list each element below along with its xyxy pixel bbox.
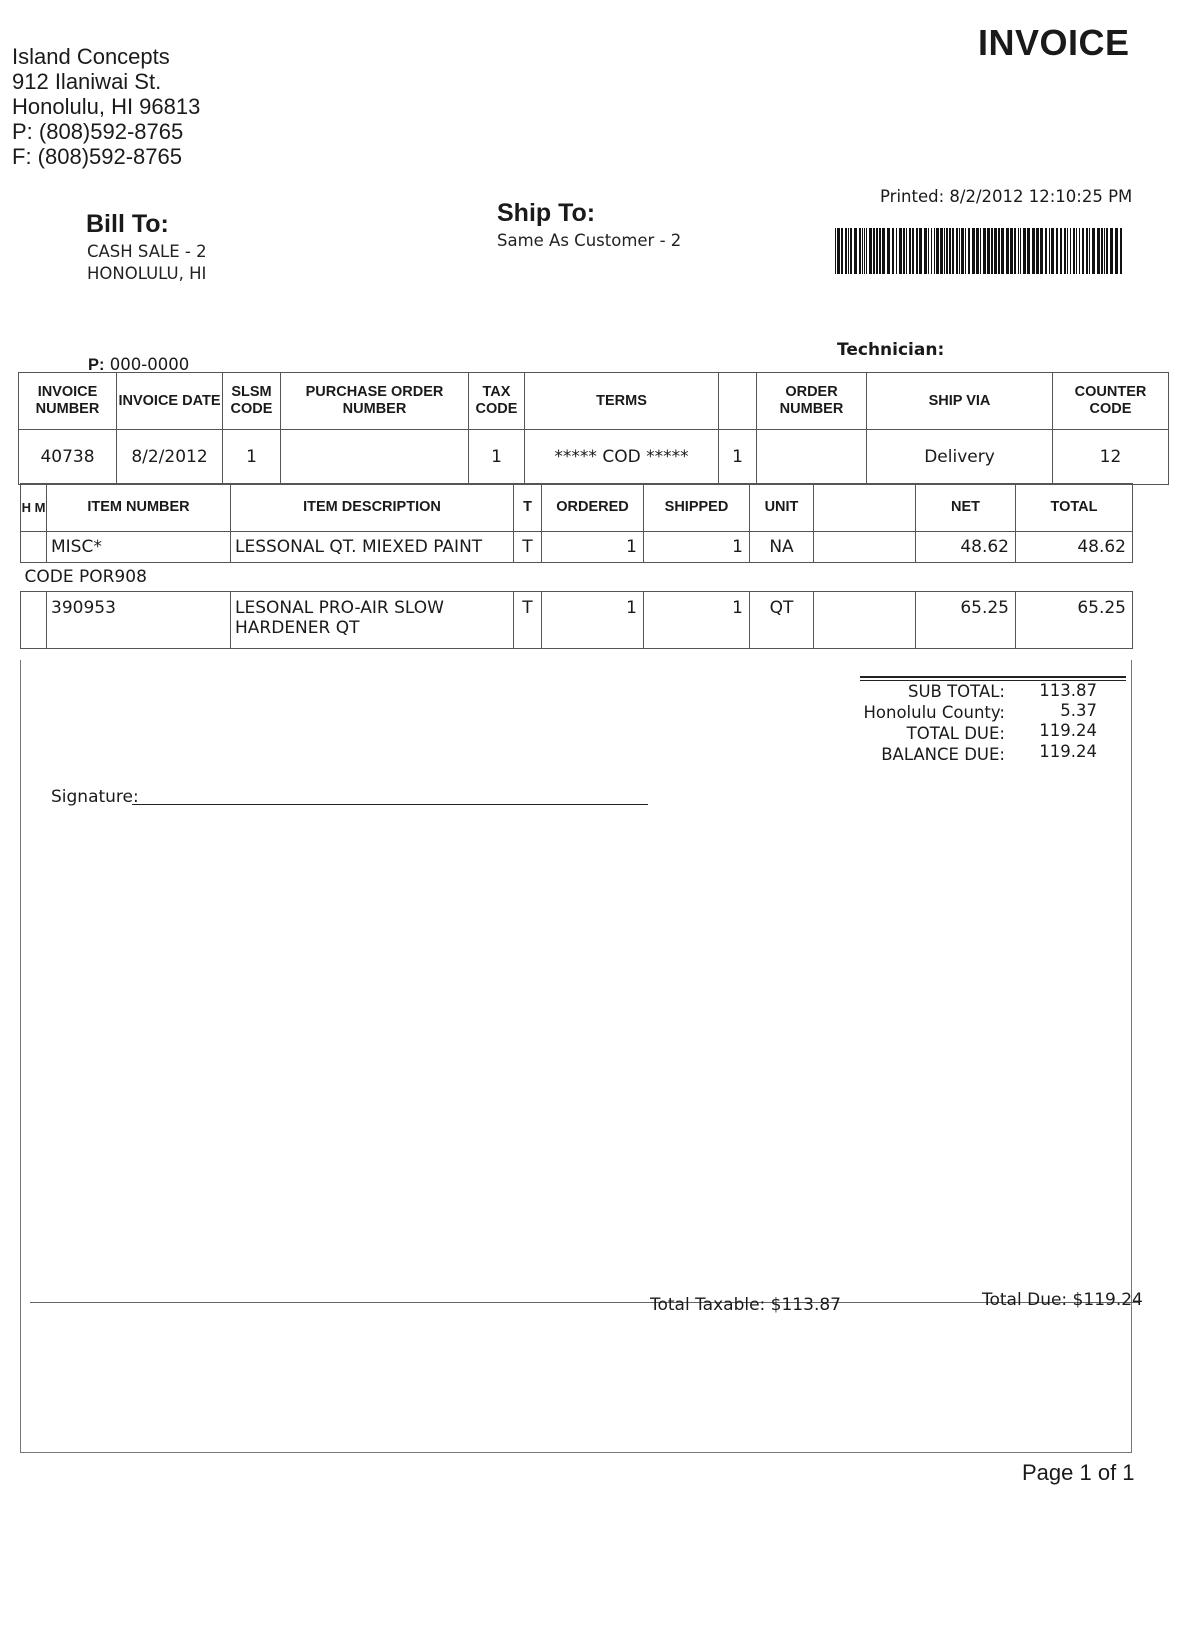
balance-due-value: 119.24 <box>1039 742 1097 761</box>
row1-description: LESSONAL QT. MIEXED PAINT <box>231 532 514 563</box>
technician-label: Technician: <box>837 340 945 360</box>
col-terms: TERMS <box>525 373 719 430</box>
company-info <box>12 44 200 169</box>
row1-blank <box>814 532 916 563</box>
row1-hm <box>21 532 47 563</box>
barcode <box>835 228 1125 274</box>
terms: ***** COD ***** <box>525 430 719 485</box>
total-due-label: TOTAL DUE: <box>906 724 1005 743</box>
total-due-value: 119.24 <box>1039 721 1097 740</box>
table-row <box>21 592 1133 649</box>
bill-to-line2: HONOLULU, HI <box>87 264 207 283</box>
purchase-order-number <box>281 430 469 485</box>
code-line: CODE POR908 <box>21 563 1133 592</box>
customer-phone-label: P: <box>88 356 105 374</box>
footer-total-due: Total Due: $119.24 <box>982 1290 1143 1310</box>
company-address: 912 Ilaniwai St. <box>12 69 162 94</box>
bill-to-heading: Bill To: <box>86 210 169 238</box>
header-table-columns <box>19 373 1169 430</box>
blank-value: 1 <box>719 430 757 485</box>
bill-to-line1: CASH SALE - 2 <box>87 242 207 261</box>
ship-to-line1: Same As Customer - 2 <box>497 231 682 250</box>
col-blank <box>719 373 757 430</box>
row2-blank <box>814 592 916 649</box>
row1-item-number: MISC* <box>47 532 231 563</box>
col-counter-code: COUNTER CODE <box>1053 373 1169 430</box>
row1-unit: NA <box>750 532 814 563</box>
col-shipped: SHIPPED <box>644 484 750 532</box>
ship-to-heading: Ship To: <box>497 199 596 227</box>
page-number: Page 1 of 1 <box>1022 1460 1135 1485</box>
company-city: Honolulu, HI 96813 <box>12 94 201 119</box>
row2-hm <box>21 592 47 649</box>
counter-code: 12 <box>1053 430 1169 485</box>
header-table-values <box>19 430 1169 485</box>
col-purchase-order-number: PURCHASE ORDER NUMBER <box>281 373 469 430</box>
row2-total: 65.25 <box>1016 592 1133 649</box>
items-table-columns <box>21 484 1133 532</box>
row1-total: 48.62 <box>1016 532 1133 563</box>
sub-total-label: SUB TOTAL: <box>907 682 1005 701</box>
col-ordered: ORDERED <box>542 484 644 532</box>
col-invoice-number: INVOICE NUMBER <box>19 373 117 430</box>
col-total: TOTAL <box>1016 484 1133 532</box>
order-number <box>757 430 867 485</box>
row2-net: 65.25 <box>916 592 1016 649</box>
row2-shipped: 1 <box>644 592 750 649</box>
body-frame <box>20 660 1132 1453</box>
printed-timestamp: Printed: 8/2/2012 12:10:25 PM <box>880 187 1133 206</box>
slsm-code: 1 <box>223 430 281 485</box>
table-row <box>21 532 1133 563</box>
col-ship-via: SHIP VIA <box>867 373 1053 430</box>
footer-total-taxable: Total Taxable: $113.87 <box>650 1295 841 1315</box>
company-phone: P: (808)592-8765 <box>12 119 184 144</box>
col-order-number: ORDER NUMBER <box>757 373 867 430</box>
signature-line <box>132 804 648 805</box>
document-title: INVOICE <box>978 22 1130 63</box>
col-invoice-date: INVOICE DATE <box>117 373 223 430</box>
invoice-date: 8/2/2012 <box>117 430 223 485</box>
col-tax-code: TAX CODE <box>469 373 525 430</box>
col-slsm-code: SLSM CODE <box>223 373 281 430</box>
row1-net: 48.62 <box>916 532 1016 563</box>
totals-rule <box>860 676 1126 678</box>
col-blank2 <box>814 484 916 532</box>
row2-t: T <box>514 592 542 649</box>
row2-description: LESONAL PRO-AIR SLOW HARDENER QT <box>231 592 514 649</box>
ship-via: Delivery <box>867 430 1053 485</box>
col-t: T <box>514 484 542 532</box>
sub-total-value: 113.87 <box>1039 681 1097 700</box>
code-line-row <box>21 563 1133 592</box>
col-net: NET <box>916 484 1016 532</box>
county-tax-label: Honolulu County: <box>863 703 1005 722</box>
footer-divider <box>30 1302 1140 1303</box>
items-table <box>20 483 1133 649</box>
col-hm: H M <box>21 484 47 532</box>
row1-ordered: 1 <box>542 532 644 563</box>
invoice-header-table <box>18 372 1169 485</box>
invoice-number: 40738 <box>19 430 117 485</box>
row1-t: T <box>514 532 542 563</box>
col-item-number: ITEM NUMBER <box>47 484 231 532</box>
row2-unit: QT <box>750 592 814 649</box>
county-tax-value: 5.37 <box>1060 701 1097 720</box>
balance-due-label: BALANCE DUE: <box>881 745 1005 764</box>
row1-shipped: 1 <box>644 532 750 563</box>
signature-label: Signature: <box>51 787 139 807</box>
col-item-description: ITEM DESCRIPTION <box>231 484 514 532</box>
company-name: Island Concepts <box>12 44 170 69</box>
row2-item-number: 390953 <box>47 592 231 649</box>
tax-code: 1 <box>469 430 525 485</box>
row2-ordered: 1 <box>542 592 644 649</box>
col-unit: UNIT <box>750 484 814 532</box>
company-fax: F: (808)592-8765 <box>12 144 182 169</box>
customer-phone-value: 000-0000 <box>109 355 190 374</box>
